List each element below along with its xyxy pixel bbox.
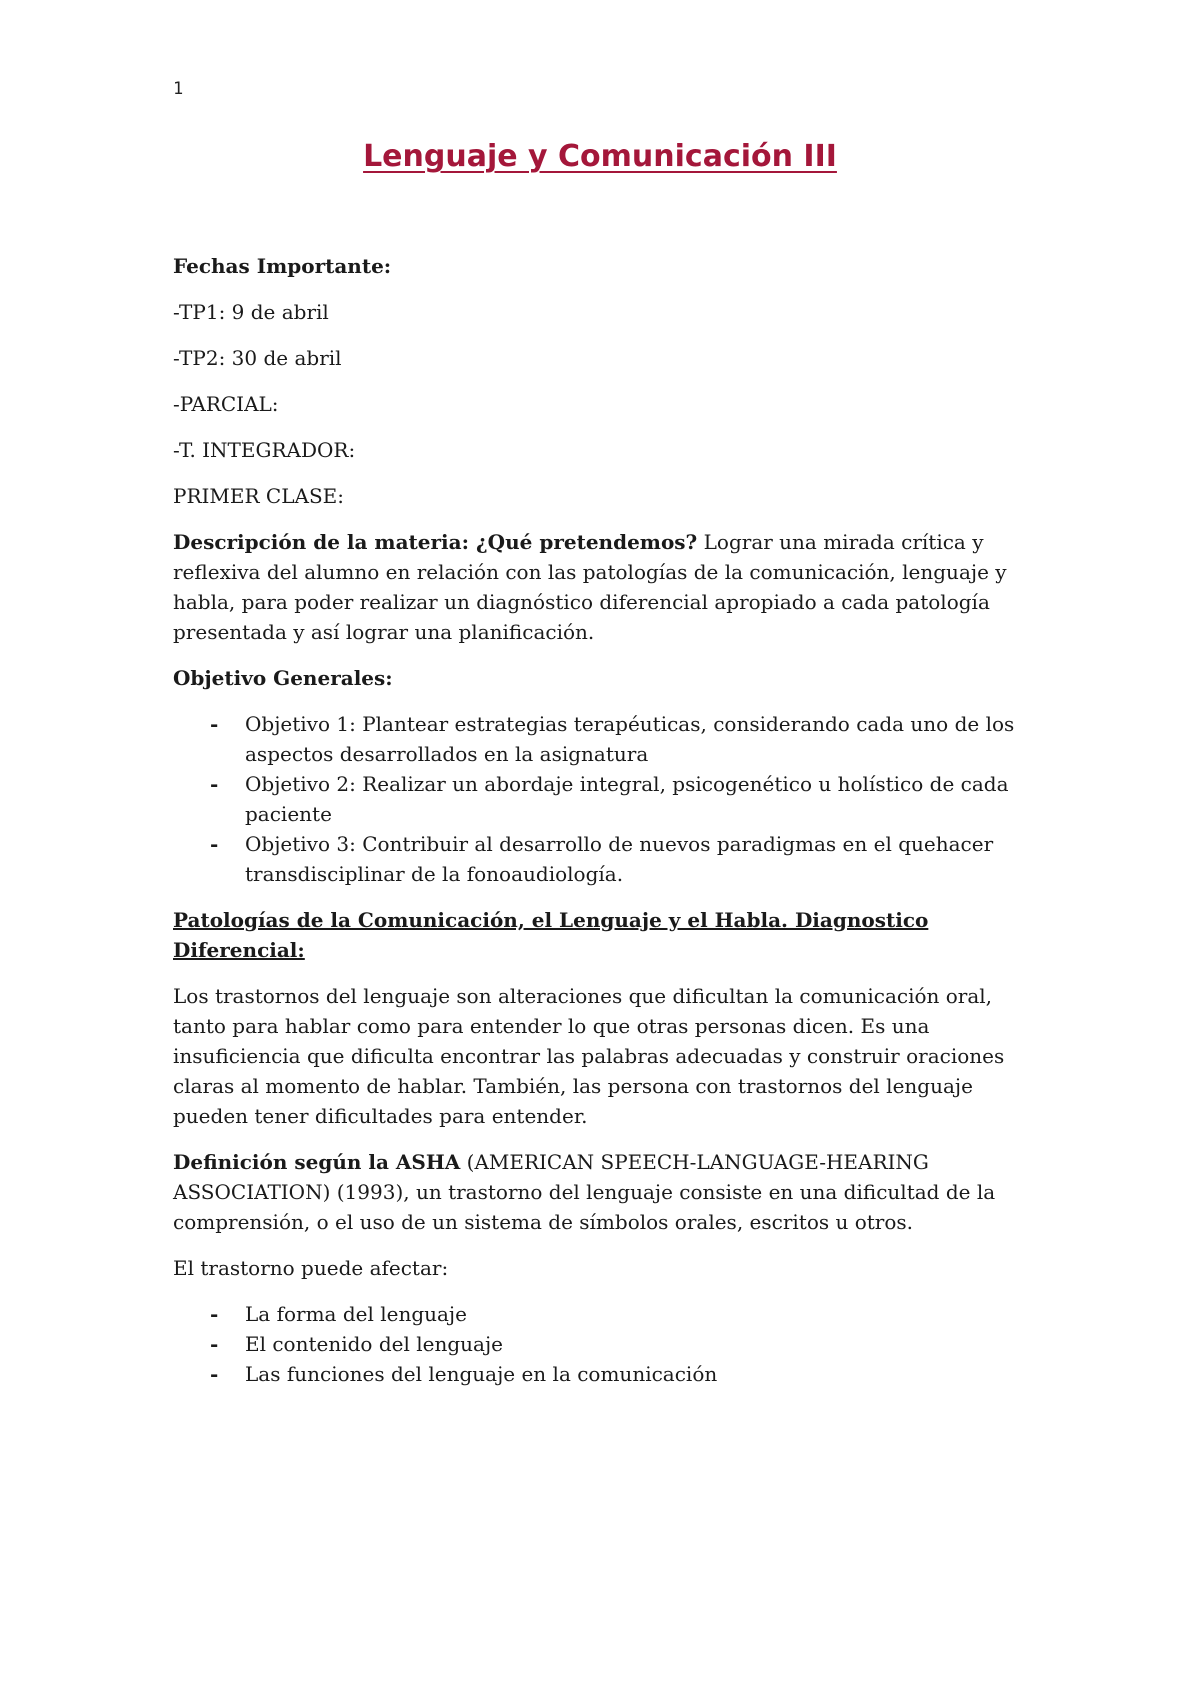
- dash-bullet: -: [210, 712, 219, 736]
- descripcion-label: Descripción de la materia: ¿Qué pretendemos?: [173, 530, 698, 554]
- patologias-paragraph: Los trastornos del lenguaje son alteraciones que dificultan la comunicación oral, tanto para hablar como para entender lo que otras personas dicen. Es una insuficiencia que dificulta encontrar las palabras adecuadas y construir oraciones claras al momento de hablar. También, las persona con trastornos del lenguaje pueden tener dificultades para entender.: [173, 984, 1005, 1128]
- dash-bullet: -: [210, 1362, 219, 1386]
- list-item: [173, 1359, 1043, 1389]
- descripcion-paragraph: [173, 527, 1043, 647]
- document-body: [173, 251, 1043, 1405]
- afectar-list: [173, 1299, 1043, 1389]
- list-item-text: Objetivo 1: Plantear estrategias terapéuticas, considerando cada uno de los aspectos desarrollados en la asignatura: [245, 712, 1015, 766]
- fecha-item: -T. INTEGRADOR:: [173, 438, 356, 462]
- definicion-label: Definición según la ASHA: [173, 1150, 461, 1174]
- dash-bullet: -: [210, 1302, 219, 1326]
- list-item: [173, 769, 1043, 829]
- list-item: [173, 829, 1043, 889]
- dash-bullet: -: [210, 1332, 219, 1356]
- fecha-item: -TP1: 9 de abril: [173, 300, 329, 324]
- fecha-item: -TP2: 30 de abril: [173, 346, 342, 370]
- list-item: [173, 1329, 1043, 1359]
- fechas-heading: Fechas Importante:: [173, 254, 392, 278]
- afectar-intro: El trastorno puede afectar:: [173, 1256, 449, 1280]
- objetivos-heading: Objetivo Generales:: [173, 666, 393, 690]
- dash-bullet: -: [210, 772, 219, 796]
- fecha-item: -PARCIAL:: [173, 392, 279, 416]
- list-item-text: Las funciones del lenguaje en la comunicación: [245, 1362, 718, 1386]
- list-item: [173, 1299, 1043, 1329]
- definicion-paragraph: [173, 1147, 1043, 1237]
- dash-bullet: -: [210, 832, 219, 856]
- objetivos-list: [173, 709, 1043, 889]
- page-number: 1: [173, 79, 184, 99]
- descripcion-text: Lograr una mirada crítica y reflexiva del alumno en relación con las patologías de la comunicación, lenguaje y habla, para poder realizar un diagnóstico diferencial apropiado a cada patología presentada y así lograr una planificación.: [173, 530, 1007, 644]
- document-title: Lenguaje y Comunicación III: [363, 139, 837, 174]
- definicion-text: (AMERICAN SPEECH-LANGUAGE-HEARING ASSOCIATION) (1993), un trastorno del lenguaje consiste en una dificultad de la comprensión, o el uso de un sistema de símbolos orales, escritos u otros.: [173, 1150, 996, 1234]
- patologias-heading: Patologías de la Comunicación, el Lenguaje y el Habla. Diagnostico Diferencial:: [173, 908, 929, 962]
- list-item: [173, 709, 1043, 769]
- list-item-text: Objetivo 2: Realizar un abordaje integral, psicogenético u holístico de cada paciente: [245, 772, 1009, 826]
- list-item-text: El contenido del lenguaje: [245, 1332, 503, 1356]
- list-item-text: La forma del lenguaje: [245, 1302, 467, 1326]
- fecha-item: PRIMER CLASE:: [173, 484, 344, 508]
- list-item-text: Objetivo 3: Contribuir al desarrollo de nuevos paradigmas en el quehacer transdisciplinar de la fonoaudiología.: [245, 832, 994, 886]
